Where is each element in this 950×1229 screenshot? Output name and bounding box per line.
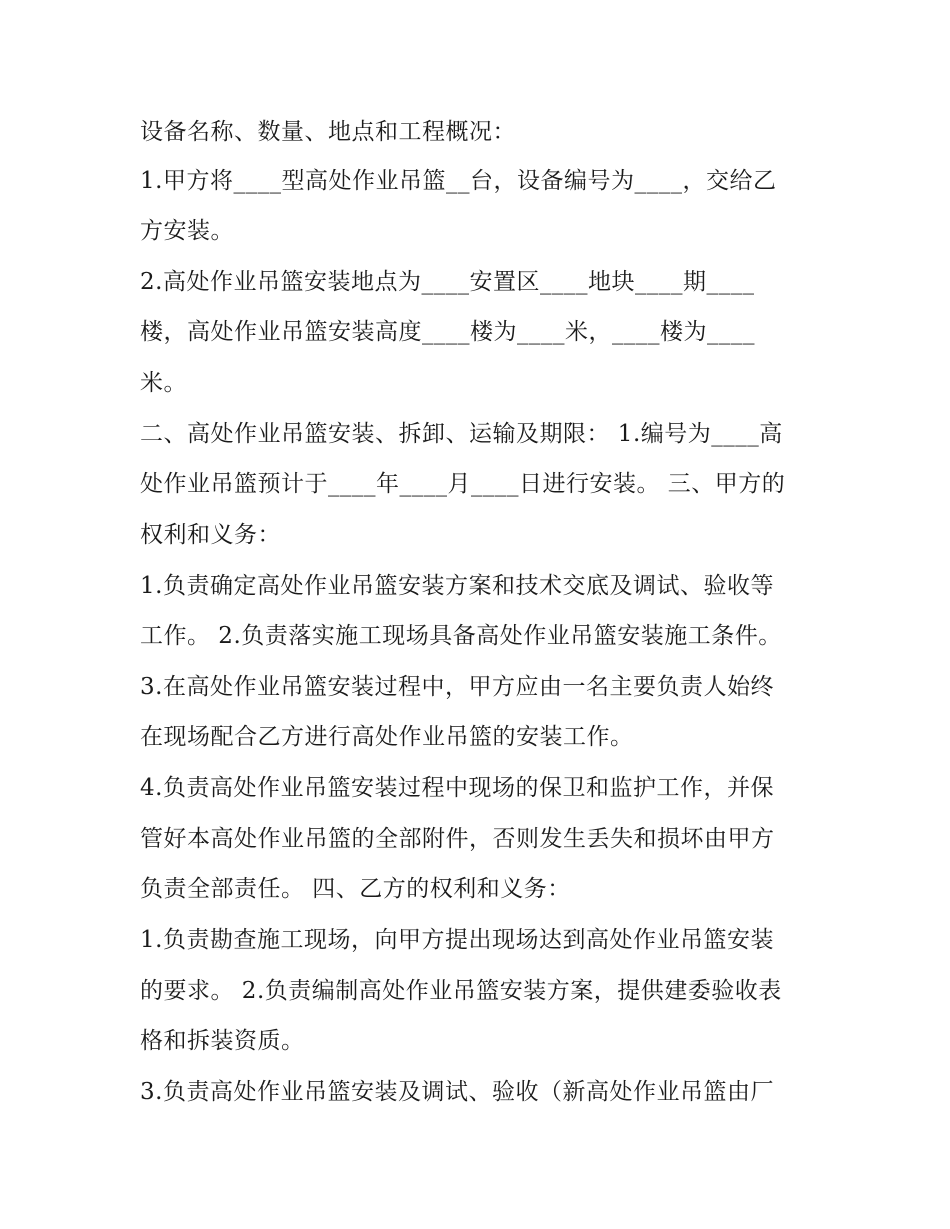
text-line: 设备名称、数量、地点和工程概况：	[140, 119, 516, 145]
text-line: 负责全部责任。 四、乙方的权利和义务：	[140, 876, 571, 902]
text-line: 1.甲方将____型高处作业吊篮__台，设备编号为____，交给乙	[140, 168, 777, 194]
text-line: 的要求。 2.负责编制高处作业吊篮安装方案，提供建委验收表	[140, 978, 782, 1004]
text-line: 4.负责高处作业吊篮安装过程中现场的保卫和监护工作，并保	[140, 775, 774, 801]
text-line: 工作。 2.负责落实施工现场具备高处作业吊篮安装施工条件。	[140, 623, 782, 649]
text-line: 格和拆装资质。	[140, 1028, 305, 1054]
text-line: 1.负责勘查施工现场，向甲方提出现场达到高处作业吊篮安装	[140, 927, 774, 953]
text-line: 1.负责确定高处作业吊篮安装方案和技术交底及调试、验收等	[140, 573, 774, 599]
text-line: 方安装。	[140, 218, 234, 244]
text-line: 处作业吊篮预计于____年____月____日进行安装。 三、甲方的	[140, 471, 786, 497]
text-line: 3.负责高处作业吊篮安装及调试、验收（新高处作业吊篮由厂	[140, 1079, 774, 1105]
text-line: 楼，高处作业吊篮安装高度____楼为____米，____楼为____	[140, 319, 755, 345]
text-line: 管好本高处作业吊篮的全部附件，否则发生丢失和损坏由甲方	[140, 826, 775, 852]
text-line: 二、高处作业吊篮安装、拆卸、运输及期限： 1.编号为____高	[140, 421, 783, 447]
text-line: 权利和义务：	[140, 522, 281, 548]
text-line: 米。	[140, 370, 187, 396]
text-line: 2.高处作业吊篮安装地点为____安置区____地块____期____	[140, 269, 755, 295]
text-line: 3.在高处作业吊篮安装过程中，甲方应由一名主要负责人始终	[140, 674, 774, 700]
text-line: 在现场配合乙方进行高处作业吊篮的安装工作。	[140, 724, 634, 750]
